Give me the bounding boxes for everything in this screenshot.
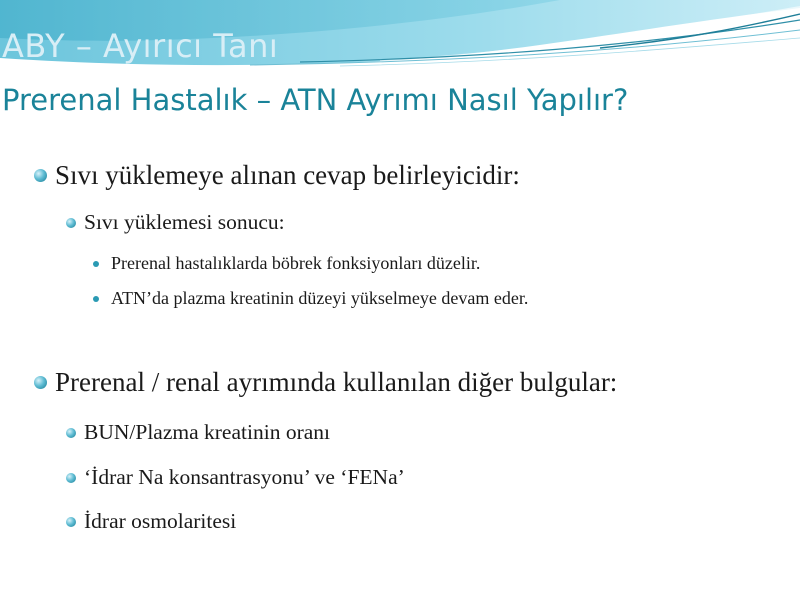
bullet-text: ‘İdrar Na konsantrasyonu’ ve ‘FENa’: [84, 465, 405, 489]
bullet-text: BUN/Plazma kreatinin oranı: [84, 420, 330, 444]
bullet-text: İdrar osmolaritesi: [84, 509, 237, 533]
bullet-level1: [34, 367, 617, 398]
bullet-icon: [66, 517, 76, 527]
bullet-text: Sıvı yüklemeye alınan cevap belirleyicidir:: [55, 160, 520, 190]
bullet-level2: [66, 509, 236, 534]
bullet-level3: [93, 253, 480, 274]
bullet-text: Sıvı yüklemesi sonucu:: [84, 210, 285, 234]
bullet-text: Prerenal / renal ayrımında kullanılan diğer bulgular:: [55, 367, 618, 397]
bullet-level2: [66, 420, 330, 445]
bullet-icon: [66, 473, 76, 483]
bullet-icon: [34, 376, 47, 389]
bullet-icon: [66, 218, 76, 228]
bullet-text: Prerenal hastalıklarda böbrek fonksiyonları düzelir.: [111, 253, 481, 273]
bullet-level2: [66, 210, 285, 235]
bullet-icon: [66, 428, 76, 438]
bullet-level1: [34, 160, 520, 191]
bullet-icon: [93, 296, 99, 302]
bullet-icon: [34, 169, 47, 182]
slide-title: Prerenal Hastalık – ATN Ayrımı Nasıl Yapılır?: [2, 83, 629, 117]
bullet-level3: [93, 288, 528, 309]
bullet-text: ATN’da plazma kreatinin düzeyi yükselmeye devam eder.: [111, 288, 529, 308]
bullet-level2: [66, 465, 405, 490]
bullet-icon: [93, 261, 99, 267]
slide-section-title: ABY – Ayırıcı Tanı: [2, 27, 279, 65]
